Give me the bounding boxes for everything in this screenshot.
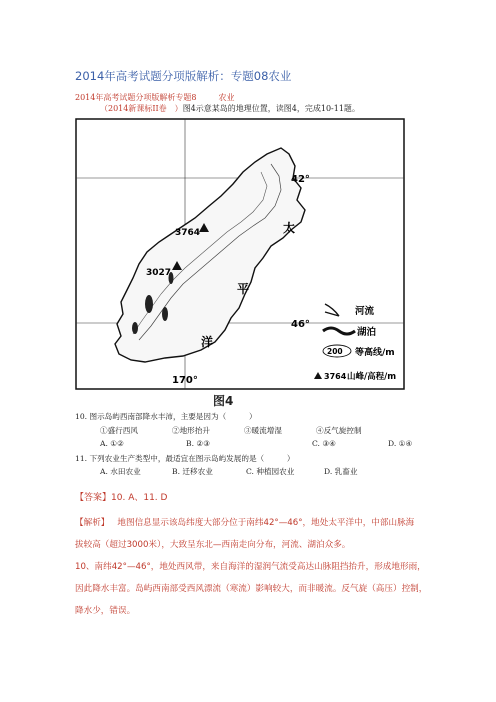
question-intro — [100, 103, 360, 114]
latitude-label-46: 46° — [291, 319, 310, 330]
intro-text: 图4示意某岛的地理位置，读图4，完成10-11题。 — [182, 104, 360, 113]
answer-label: 【答案】 — [75, 493, 112, 503]
lake-mark — [162, 307, 168, 321]
analysis-line-1 — [75, 512, 430, 534]
question-10: 10. 图示岛屿西南部降水丰沛，主要是因为（ ） — [75, 412, 257, 421]
legend-peak-label: 山峰/高程/m — [347, 372, 397, 382]
analysis-text: 地图信息显示该岛纬度大部分位于南纬42°—46°，地处太平洋中，中部山脉海 — [117, 518, 415, 528]
sub-heading-tag: 农业 — [218, 93, 235, 102]
analysis-line-3: 10、南纬42°—46°，地处西风带，来自海洋的湿润气流受高达山脉阻挡抬升，形成地形雨， — [75, 562, 426, 572]
q10-option-4: ④反气旋控制 — [316, 426, 362, 435]
page-title: 2014年高考试题分项版解析：专题08农业 — [75, 69, 292, 83]
analysis-label: 【解析】 — [75, 518, 110, 528]
q10-choice-d: D. ①④ — [388, 439, 413, 448]
figure-caption: 图4 — [213, 394, 234, 408]
island-map — [75, 118, 405, 390]
legend-contour-value: 200 — [327, 347, 343, 356]
ocean-label: 平 — [237, 282, 250, 296]
question-11: 11. 下列农业生产类型中，最适宜在图示岛屿发展的是（ ） — [75, 454, 295, 463]
analysis-line-2: 拔较高（超过3000米），大致呈东北—西南走向分布，河流、湖泊众多。 — [75, 540, 351, 550]
island-map-figure — [75, 118, 405, 390]
legend-contour-label: 等高线/m — [355, 348, 395, 358]
lake-mark — [145, 295, 153, 313]
lake-mark — [132, 322, 138, 334]
q10-choice-b: B. ②③ — [186, 439, 211, 448]
q10-option-1: ①盛行西风 — [100, 426, 138, 435]
q11-choice-a: A. 水田农业 — [100, 467, 141, 476]
analysis-line-4: 因此降水丰富。岛屿西南部受西风漂流（寒流）影响较大，而非暖流。反气旋（高压）控制， — [75, 584, 428, 594]
sub-heading — [75, 92, 234, 103]
analysis-line-5: 降水少，错误。 — [75, 606, 136, 616]
sub-heading-text: 2014年高考试题分项版解析专题8 — [75, 93, 197, 102]
q11-choice-d: D. 乳畜业 — [324, 467, 358, 476]
q10-option-2: ②地形抬升 — [172, 426, 210, 435]
q11-choice-c: C. 种植园农业 — [246, 467, 295, 476]
peak-label-3027: 3027 — [146, 268, 172, 278]
legend-lake-label: 湖泊 — [357, 327, 377, 338]
q10-choice-c: C. ③④ — [312, 439, 336, 448]
legend-peak-value: 3764 — [324, 372, 347, 381]
ocean-label: 太 — [283, 221, 296, 235]
ocean-label: 洋 — [201, 335, 214, 349]
q10-option-3: ③暖流增湿 — [244, 426, 282, 435]
latitude-label-42: 42° — [291, 174, 310, 185]
answer-line — [75, 490, 167, 503]
peak-label-3764: 3764 — [175, 228, 201, 238]
legend-river-label: 河流 — [355, 306, 375, 317]
intro-source: （2014新课标II卷 ） — [100, 104, 183, 113]
q11-choice-b: B. 迁移农业 — [172, 467, 213, 476]
answer-text: 10. A、11. D — [111, 493, 168, 503]
q10-choice-a: A. ①② — [100, 439, 124, 448]
longitude-label-170: 170° — [172, 375, 198, 386]
